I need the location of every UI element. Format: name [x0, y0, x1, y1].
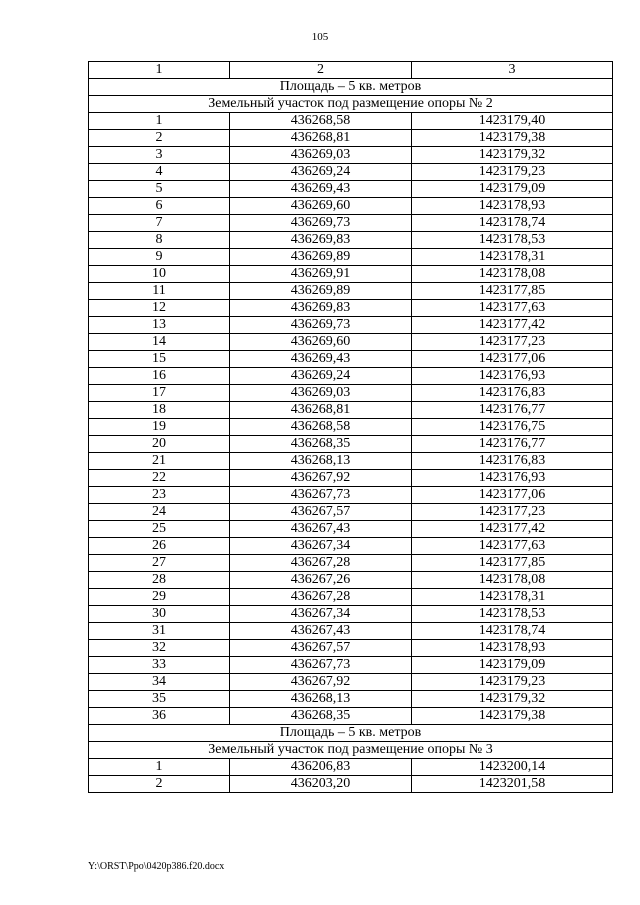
point-number-cell: 23: [89, 487, 230, 504]
table-row: [89, 164, 613, 181]
point-number-cell: 14: [89, 334, 230, 351]
table-row: [89, 674, 613, 691]
point-number-cell: 24: [89, 504, 230, 521]
x-coordinate-cell: 436269,73: [230, 215, 412, 232]
table-row: [89, 470, 613, 487]
point-number-cell: 29: [89, 589, 230, 606]
table-row: [89, 589, 613, 606]
table-row: [89, 402, 613, 419]
y-coordinate-cell: 1423176,83: [412, 453, 613, 470]
x-coordinate-cell: 436268,58: [230, 113, 412, 130]
table-row: [89, 385, 613, 402]
point-number-cell: 25: [89, 521, 230, 538]
y-coordinate-cell: 1423179,23: [412, 674, 613, 691]
x-coordinate-cell: 436268,81: [230, 402, 412, 419]
x-coordinate-cell: 436269,60: [230, 198, 412, 215]
x-coordinate-cell: 436267,28: [230, 555, 412, 572]
table-row: [89, 640, 613, 657]
point-number-cell: 1: [89, 113, 230, 130]
y-coordinate-cell: 1423177,85: [412, 283, 613, 300]
x-coordinate-cell: 436269,83: [230, 232, 412, 249]
table-row: [89, 504, 613, 521]
x-coordinate-cell: 436267,57: [230, 504, 412, 521]
y-coordinate-cell: 1423176,93: [412, 368, 613, 385]
x-coordinate-cell: 436268,81: [230, 130, 412, 147]
table-row: [89, 657, 613, 674]
x-coordinate-cell: 436267,92: [230, 470, 412, 487]
point-number-cell: 11: [89, 283, 230, 300]
table-row: [89, 436, 613, 453]
coordinates-table: [88, 61, 613, 793]
x-coordinate-cell: 436267,34: [230, 538, 412, 555]
y-coordinate-cell: 1423178,31: [412, 249, 613, 266]
y-coordinate-cell: 1423177,85: [412, 555, 613, 572]
y-coordinate-cell: 1423178,74: [412, 215, 613, 232]
y-coordinate-cell: 1423179,32: [412, 691, 613, 708]
table-row: [89, 232, 613, 249]
point-number-cell: 4: [89, 164, 230, 181]
table-row: [89, 113, 613, 130]
table-row: [89, 521, 613, 538]
x-coordinate-cell: 436269,83: [230, 300, 412, 317]
y-coordinate-cell: 1423179,38: [412, 708, 613, 725]
point-number-cell: 32: [89, 640, 230, 657]
section-area-row: [89, 725, 613, 742]
y-coordinate-cell: 1423176,83: [412, 385, 613, 402]
point-number-cell: 21: [89, 453, 230, 470]
point-number-cell: 33: [89, 657, 230, 674]
point-number-cell: 20: [89, 436, 230, 453]
x-coordinate-cell: 436267,57: [230, 640, 412, 657]
x-coordinate-cell: 436269,89: [230, 283, 412, 300]
table-row: [89, 283, 613, 300]
x-coordinate-cell: 436267,92: [230, 674, 412, 691]
section-plot-row: [89, 742, 613, 759]
table-row: [89, 776, 613, 793]
point-number-cell: 19: [89, 419, 230, 436]
x-coordinate-cell: 436203,20: [230, 776, 412, 793]
y-coordinate-cell: 1423200,14: [412, 759, 613, 776]
table-row: [89, 300, 613, 317]
table-row: [89, 249, 613, 266]
x-coordinate-cell: 436269,03: [230, 385, 412, 402]
section-plot-label: Земельный участок под размещение опоры № 3: [89, 742, 613, 759]
x-coordinate-cell: 436268,58: [230, 419, 412, 436]
table-row: [89, 317, 613, 334]
y-coordinate-cell: 1423177,23: [412, 334, 613, 351]
y-coordinate-cell: 1423177,42: [412, 521, 613, 538]
y-coordinate-cell: 1423177,06: [412, 351, 613, 368]
x-coordinate-cell: 436269,24: [230, 368, 412, 385]
point-number-cell: 22: [89, 470, 230, 487]
point-number-cell: 2: [89, 776, 230, 793]
y-coordinate-cell: 1423177,63: [412, 300, 613, 317]
y-coordinate-cell: 1423178,74: [412, 623, 613, 640]
y-coordinate-cell: 1423179,09: [412, 657, 613, 674]
y-coordinate-cell: 1423177,42: [412, 317, 613, 334]
y-coordinate-cell: 1423178,53: [412, 606, 613, 623]
y-coordinate-cell: 1423176,93: [412, 470, 613, 487]
table-row: [89, 334, 613, 351]
x-coordinate-cell: 436268,35: [230, 436, 412, 453]
x-coordinate-cell: 436267,34: [230, 606, 412, 623]
x-coordinate-cell: 436269,24: [230, 164, 412, 181]
section-area-label: Площадь – 5 кв. метров: [89, 725, 613, 742]
x-coordinate-cell: 436267,26: [230, 572, 412, 589]
table-row: [89, 623, 613, 640]
table-row: [89, 351, 613, 368]
table-row: [89, 419, 613, 436]
table-row: [89, 538, 613, 555]
table-row: [89, 215, 613, 232]
column-header-3: 3: [412, 62, 613, 79]
y-coordinate-cell: 1423176,77: [412, 436, 613, 453]
x-coordinate-cell: 436269,43: [230, 351, 412, 368]
page-number: 105: [311, 31, 329, 43]
y-coordinate-cell: 1423176,75: [412, 419, 613, 436]
section-area-row: [89, 79, 613, 96]
y-coordinate-cell: 1423178,53: [412, 232, 613, 249]
table-row: [89, 130, 613, 147]
table-row: [89, 368, 613, 385]
x-coordinate-cell: 436268,13: [230, 453, 412, 470]
x-coordinate-cell: 436267,28: [230, 589, 412, 606]
x-coordinate-cell: 436267,73: [230, 657, 412, 674]
point-number-cell: 30: [89, 606, 230, 623]
point-number-cell: 10: [89, 266, 230, 283]
table-row: [89, 572, 613, 589]
y-coordinate-cell: 1423178,08: [412, 266, 613, 283]
x-coordinate-cell: 436267,43: [230, 521, 412, 538]
x-coordinate-cell: 436269,60: [230, 334, 412, 351]
x-coordinate-cell: 436269,89: [230, 249, 412, 266]
x-coordinate-cell: 436267,43: [230, 623, 412, 640]
table-row: [89, 555, 613, 572]
point-number-cell: 8: [89, 232, 230, 249]
y-coordinate-cell: 1423177,23: [412, 504, 613, 521]
table-row: [89, 453, 613, 470]
point-number-cell: 5: [89, 181, 230, 198]
y-coordinate-cell: 1423178,93: [412, 198, 613, 215]
point-number-cell: 27: [89, 555, 230, 572]
point-number-cell: 6: [89, 198, 230, 215]
y-coordinate-cell: 1423179,09: [412, 181, 613, 198]
table-row: [89, 708, 613, 725]
table-row: [89, 198, 613, 215]
coordinates-table-body: [89, 62, 613, 793]
section-plot-label: Земельный участок под размещение опоры № 2: [89, 96, 613, 113]
y-coordinate-cell: 1423201,58: [412, 776, 613, 793]
table-row: [89, 759, 613, 776]
point-number-cell: 1: [89, 759, 230, 776]
point-number-cell: 26: [89, 538, 230, 555]
point-number-cell: 7: [89, 215, 230, 232]
table-row: [89, 691, 613, 708]
table-row: [89, 487, 613, 504]
table-header-row: [89, 62, 613, 79]
x-coordinate-cell: 436269,03: [230, 147, 412, 164]
point-number-cell: 16: [89, 368, 230, 385]
point-number-cell: 35: [89, 691, 230, 708]
y-coordinate-cell: 1423179,38: [412, 130, 613, 147]
x-coordinate-cell: 436267,73: [230, 487, 412, 504]
table-row: [89, 147, 613, 164]
footer-file-path: Y:\ORST\Ppo\0420p386.f20.docx: [88, 861, 225, 872]
point-number-cell: 2: [89, 130, 230, 147]
table-row: [89, 266, 613, 283]
point-number-cell: 13: [89, 317, 230, 334]
y-coordinate-cell: 1423177,63: [412, 538, 613, 555]
column-header-1: 1: [89, 62, 230, 79]
y-coordinate-cell: 1423179,32: [412, 147, 613, 164]
y-coordinate-cell: 1423179,23: [412, 164, 613, 181]
y-coordinate-cell: 1423178,08: [412, 572, 613, 589]
section-area-label: Площадь – 5 кв. метров: [89, 79, 613, 96]
point-number-cell: 17: [89, 385, 230, 402]
y-coordinate-cell: 1423178,93: [412, 640, 613, 657]
point-number-cell: 28: [89, 572, 230, 589]
point-number-cell: 15: [89, 351, 230, 368]
point-number-cell: 12: [89, 300, 230, 317]
column-header-2: 2: [230, 62, 412, 79]
section-plot-row: [89, 96, 613, 113]
point-number-cell: 31: [89, 623, 230, 640]
point-number-cell: 34: [89, 674, 230, 691]
point-number-cell: 36: [89, 708, 230, 725]
y-coordinate-cell: 1423176,77: [412, 402, 613, 419]
point-number-cell: 9: [89, 249, 230, 266]
y-coordinate-cell: 1423177,06: [412, 487, 613, 504]
y-coordinate-cell: 1423179,40: [412, 113, 613, 130]
y-coordinate-cell: 1423178,31: [412, 589, 613, 606]
x-coordinate-cell: 436269,73: [230, 317, 412, 334]
point-number-cell: 3: [89, 147, 230, 164]
x-coordinate-cell: 436269,43: [230, 181, 412, 198]
x-coordinate-cell: 436268,35: [230, 708, 412, 725]
x-coordinate-cell: 436206,83: [230, 759, 412, 776]
table-row: [89, 606, 613, 623]
x-coordinate-cell: 436269,91: [230, 266, 412, 283]
x-coordinate-cell: 436268,13: [230, 691, 412, 708]
point-number-cell: 18: [89, 402, 230, 419]
table-row: [89, 181, 613, 198]
